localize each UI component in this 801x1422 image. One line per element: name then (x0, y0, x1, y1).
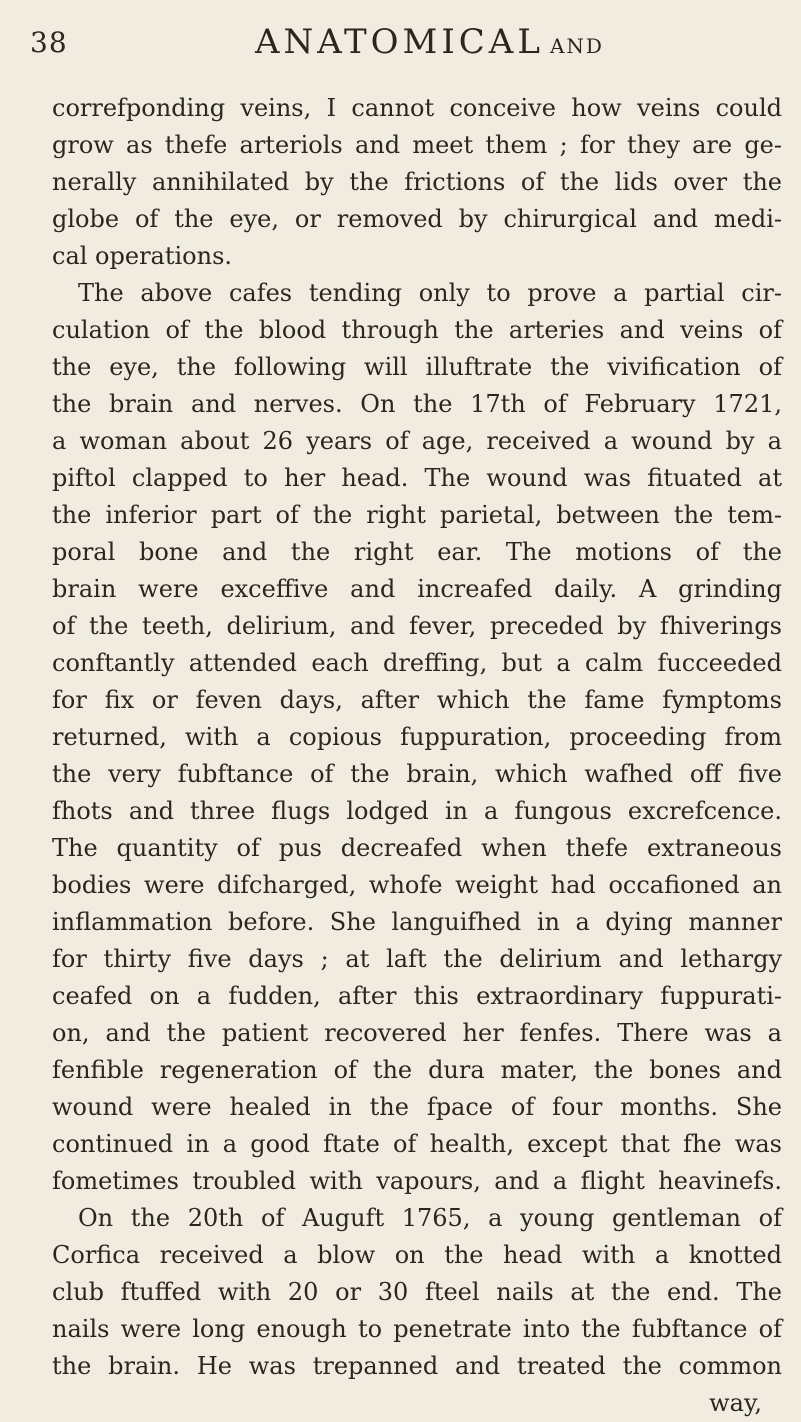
text-line: ceafed on a fudden, after this extraordinary fuppurati- (52, 982, 782, 1010)
text-line: culation of the blood through the arteries and veins of (52, 316, 782, 344)
text-line: on, and the patient recovered her fenfes. There was a (52, 1019, 782, 1047)
page-number: 38 (30, 26, 68, 59)
text-line: the eye, the following will illuftrate the vivification of (52, 353, 782, 381)
text-line: for thirty five days ; at laft the delirium and lethargy (52, 945, 782, 973)
text-line: globe of the eye, or removed by chirurgical and medi- (52, 205, 782, 233)
text-line: a woman about 26 years of age, received a wound by a (52, 427, 782, 455)
text-line: correfponding veins, I cannot conceive how veins could (52, 94, 782, 122)
text-line: piftol clapped to her head. The wound was fituated at (52, 464, 782, 492)
text-line: nerally annihilated by the frictions of the lids over the (52, 168, 782, 196)
text-line: The above cafes tending only to prove a partial cir- (78, 279, 782, 307)
text-line: fenfible regeneration of the dura mater, the bones and (52, 1056, 782, 1084)
page-header (30, 22, 770, 72)
catchword: way, (709, 1389, 762, 1417)
text-line: continued in a good ftate of health, except that fhe was (52, 1130, 782, 1158)
text-line: club ftuffed with 20 or 30 fteel nails at the end. The (52, 1278, 782, 1306)
running-head-title: ANATOMICAL (255, 22, 544, 62)
text-line: wound were healed in the fpace of four months. She (52, 1093, 782, 1121)
text-line: conftantly attended each dreffing, but a calm fucceeded (52, 649, 782, 677)
text-line: brain were exceffive and increafed daily. A grinding (52, 575, 782, 603)
text-line: cal operations. (52, 242, 233, 270)
text-line: the brain. He was trepanned and treated the common (52, 1352, 782, 1380)
text-line: Corfica received a blow on the head with a knotted (52, 1241, 782, 1269)
text-line: returned, with a copious fuppuration, proceeding from (52, 723, 782, 751)
text-line: bodies were difcharged, whofe weight had occafioned an (52, 871, 782, 899)
text-line: of the teeth, delirium, and fever, preceded by fhiverings (52, 612, 782, 640)
text-line: the very fubftance of the brain, which wafhed off five (52, 760, 782, 788)
text-line: On the 20th of Auguft 1765, a young gentleman of (78, 1204, 782, 1232)
text-line: poral bone and the right ear. The motions of the (52, 538, 782, 566)
running-head-conjunction: AND (549, 34, 604, 58)
text-line: fometimes troubled with vapours, and a flight heavinefs. (52, 1167, 782, 1195)
text-line: fhots and three flugs lodged in a fungous excrefcence. (52, 797, 782, 825)
body-text (52, 90, 782, 1422)
text-line: The quantity of pus decreafed when thefe extraneous (52, 834, 782, 862)
running-head (255, 22, 604, 62)
text-line: inflammation before. She languifhed in a dying manner (52, 908, 782, 936)
text-line: grow as thefe arteriols and meet them ; for they are ge- (52, 131, 782, 159)
text-line: the inferior part of the right parietal, between the tem- (52, 501, 782, 529)
text-line: nails were long enough to penetrate into the fubftance of (52, 1315, 782, 1343)
text-line: the brain and nerves. On the 17th of February 1721, (52, 390, 782, 418)
text-line: for fix or feven days, after which the fame fymptoms (52, 686, 782, 714)
